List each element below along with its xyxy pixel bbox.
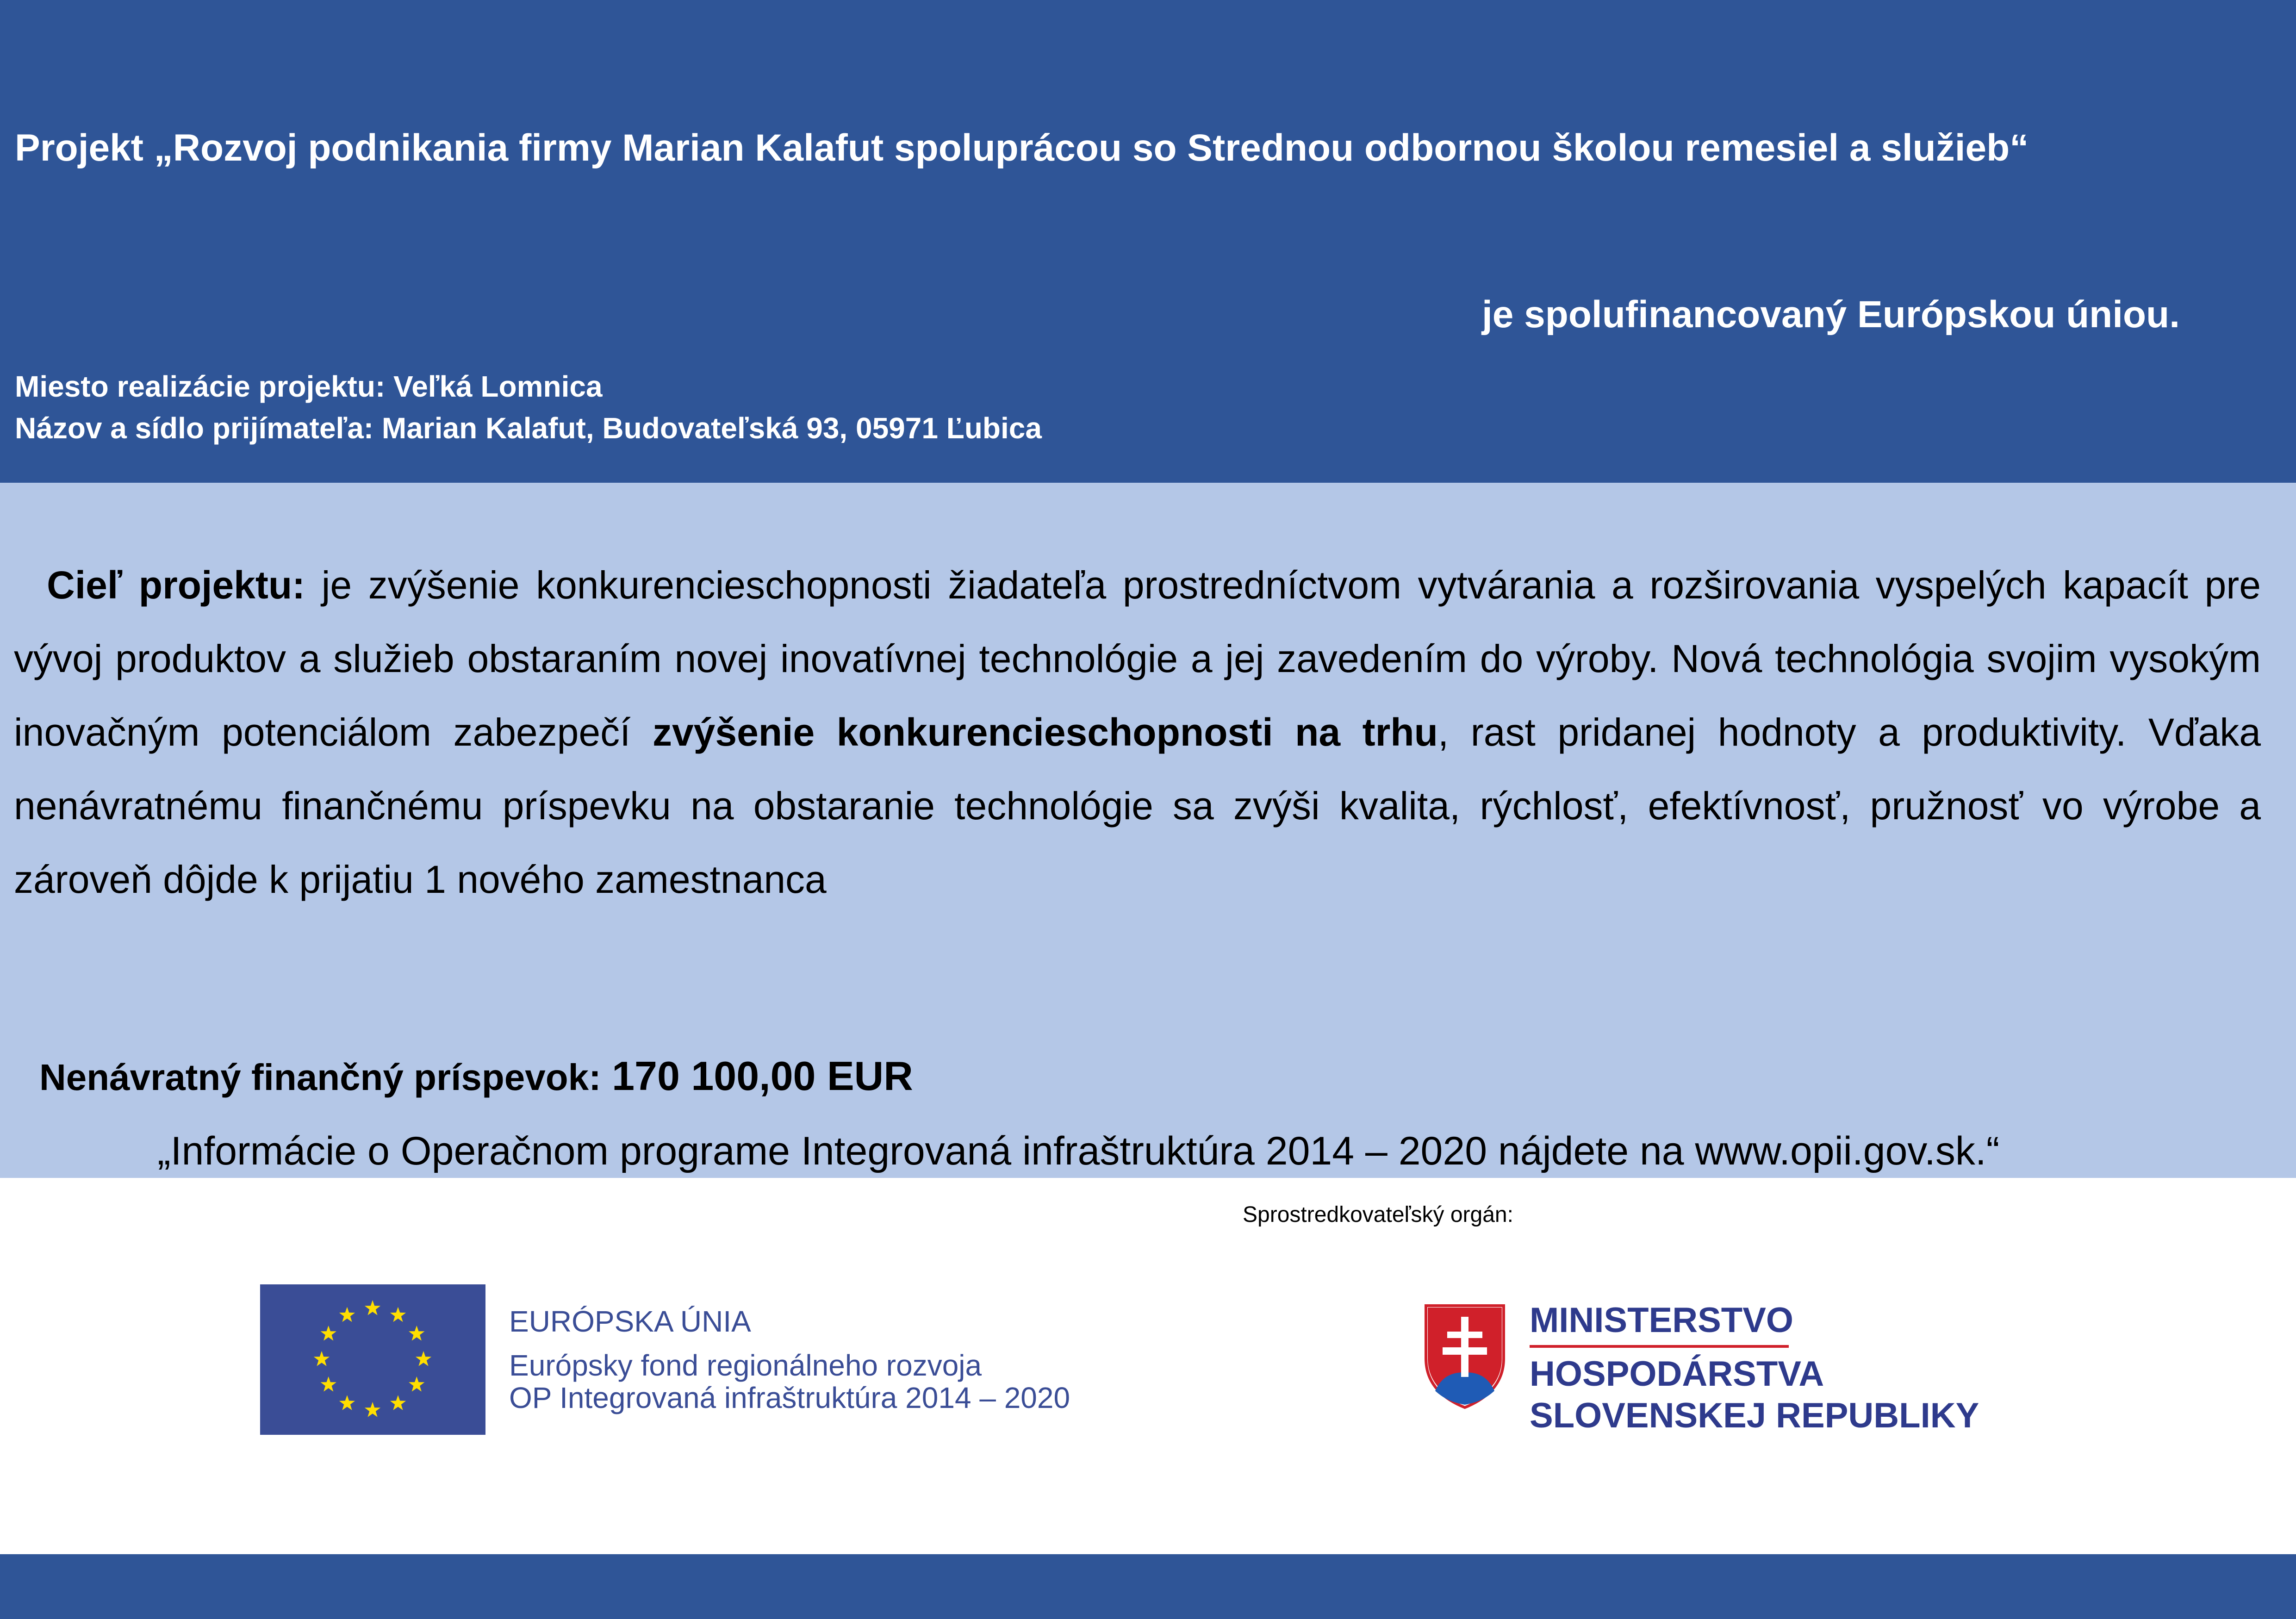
eu-star-icon — [390, 1395, 406, 1410]
project-title: Projekt „Rozvoj podnikania firmy Marian Kalafut spoluprácou so Strednou odbornou školou remesiel a služieb“ — [15, 127, 2029, 169]
eu-star-icon — [321, 1326, 336, 1341]
goal-text-part1: je zvýšenie konkurencieschopnosti žiadateľa prostredníctvom vytvárania a rozširovania vyspelých kapacít pre vývoj produktov a služieb obstaraním novej inovatívnej technológie a jej zavedením do výroby. Nová technológia svojim vysokým inovačným potenciálom zabezpečí — [14, 563, 2261, 754]
eu-star-icon — [339, 1395, 355, 1410]
intermediary-body-label: Sprostredkovateľský orgán: — [1243, 1202, 1513, 1227]
eu-logo-line2: OP Integrovaná infraštruktúra 2014 – 2020 — [509, 1381, 1070, 1414]
eu-star-icon — [416, 1351, 431, 1366]
eu-star-icon — [409, 1326, 424, 1341]
project-place: Miesto realizácie projektu: Veľká Lomnica — [15, 370, 603, 403]
eu-flag-icon — [260, 1284, 485, 1435]
eu-star-icon — [339, 1307, 355, 1322]
eu-star-icon — [365, 1300, 380, 1315]
project-goal — [14, 548, 2261, 916]
grant-label: Nenávratný finančný príspevok: — [39, 1057, 601, 1098]
eu-star-icon — [314, 1351, 330, 1366]
ministry-line2: HOSPODÁRSTVA — [1530, 1354, 1824, 1394]
header-band — [0, 0, 2296, 483]
eu-star-icon — [365, 1402, 380, 1417]
project-recipient: Názov a sídlo prijímateľa: Marian Kalafut, Budovateľská 93, 05971 Ľubica — [15, 411, 1042, 445]
goal-label: Cieľ projektu: — [47, 563, 305, 607]
grant-value: 170 100,00 EUR — [612, 1053, 913, 1099]
footer-band — [0, 1554, 2296, 1619]
ministry-logo-text — [1530, 1300, 1979, 1437]
eu-star-icon — [321, 1376, 336, 1392]
slovak-coat-of-arms-icon — [1423, 1303, 1506, 1409]
eu-star-icon — [409, 1376, 424, 1392]
ministry-line1: MINISTERSTVO — [1530, 1300, 1789, 1348]
program-info-line: „Informácie o Operačnom programe Integrovaná infraštruktúra 2014 – 2020 nájdete na www.opii.gov.sk.“ — [157, 1129, 2000, 1173]
ministry-line3: SLOVENSKEJ REPUBLIKY — [1530, 1396, 1979, 1435]
cofinanced-note: je spolufinancovaný Európskou úniou. — [1481, 293, 2180, 336]
goal-text-bold: zvýšenie konkurencieschopnosti na trhu — [652, 710, 1438, 754]
eu-logo-title: EURÓPSKA ÚNIA — [509, 1305, 751, 1338]
goal-text-part2: , rast pridanej hodnoty a produktivity. Vďaka nenávratnému finančnému príspevku na obstaranie technológie sa zvýši kvalita, rýchlosť, efektívnosť, pružnosť vo výrobe a zároveň dôjde k prijatiu 1 nového zamestnanca — [14, 710, 2261, 901]
eu-star-icon — [390, 1307, 406, 1322]
eu-logo-text — [509, 1303, 1070, 1414]
grant-amount — [39, 1051, 913, 1103]
eu-logo-line1: Európsky fond regionálneho rozvoja — [509, 1349, 982, 1382]
